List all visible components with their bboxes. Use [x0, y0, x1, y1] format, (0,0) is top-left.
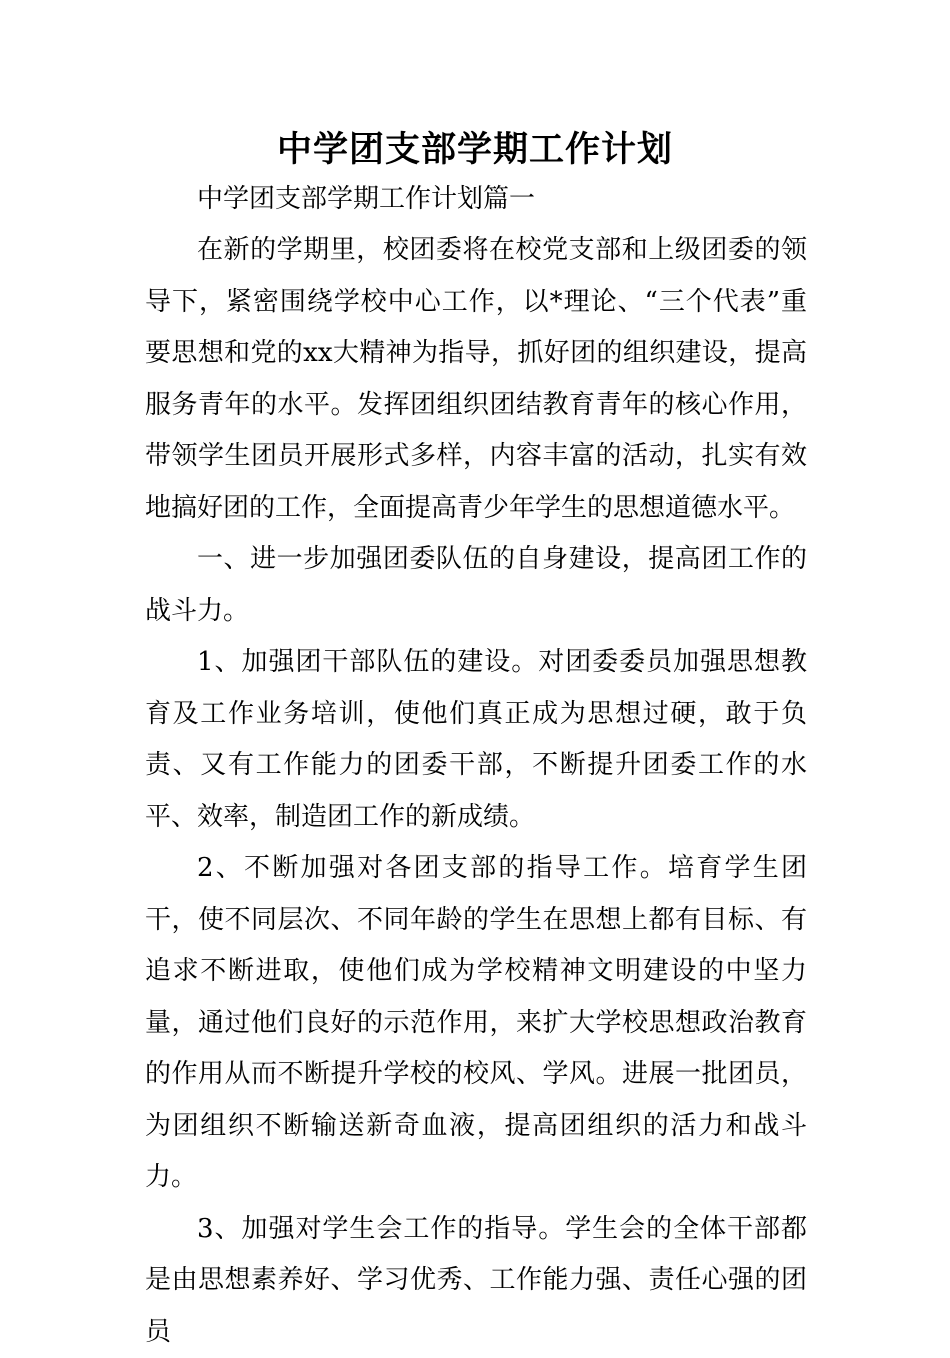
document-title: 中学团支部学期工作计划: [0, 124, 950, 176]
paragraph-intro: 在新的学期里，校团委将在校党支部和上级团委的领导下，紧密围绕学校中心工作，以*理论、“三个代表”重要思想和党的xx大精神为指导，抓好团的组织建设，提高服务青年的水平。发挥团组织团结教育青年的核心作用，带领学生团员开展形式多样，内容丰富的活动，扎实有效地搞好团的工作，全面提高青少年学生的思想道德水平。: [145, 225, 807, 534]
paragraph-item-3: 3、加强对学生会工作的指导。学生会的全体干部都是由思想素养好、学习优秀、工作能力强、责任心强的团员: [145, 1204, 807, 1358]
document-body: [145, 175, 807, 1358]
paragraph-item-1: 1、加强团干部队伍的建设。对团委委员加强思想教育及工作业务培训，使他们真正成为思想过硬，敢于负责、又有工作能力的团委干部，不断提升团委工作的水平、效率，制造团工作的新成绩。: [145, 637, 807, 843]
paragraph-item-2: 2、不断加强对各团支部的指导工作。培育学生团干，使不同层次、不同年龄的学生在思想上都有目标、有追求不断进取，使他们成为学校精神文明建设的中坚力量，通过他们良好的示范作用，来扩大学校思想政治教育的作用从而不断提升学校的校风、学风。进展一批团员，为团组织不断输送新奇血液，提高团组织的活力和战斗力。: [145, 843, 807, 1204]
section-subheading: 中学团支部学期工作计划篇一: [145, 175, 807, 223]
paragraph-section-one-heading: 一、进一步加强团委队伍的自身建设，提高团工作的战斗力。: [145, 534, 807, 637]
